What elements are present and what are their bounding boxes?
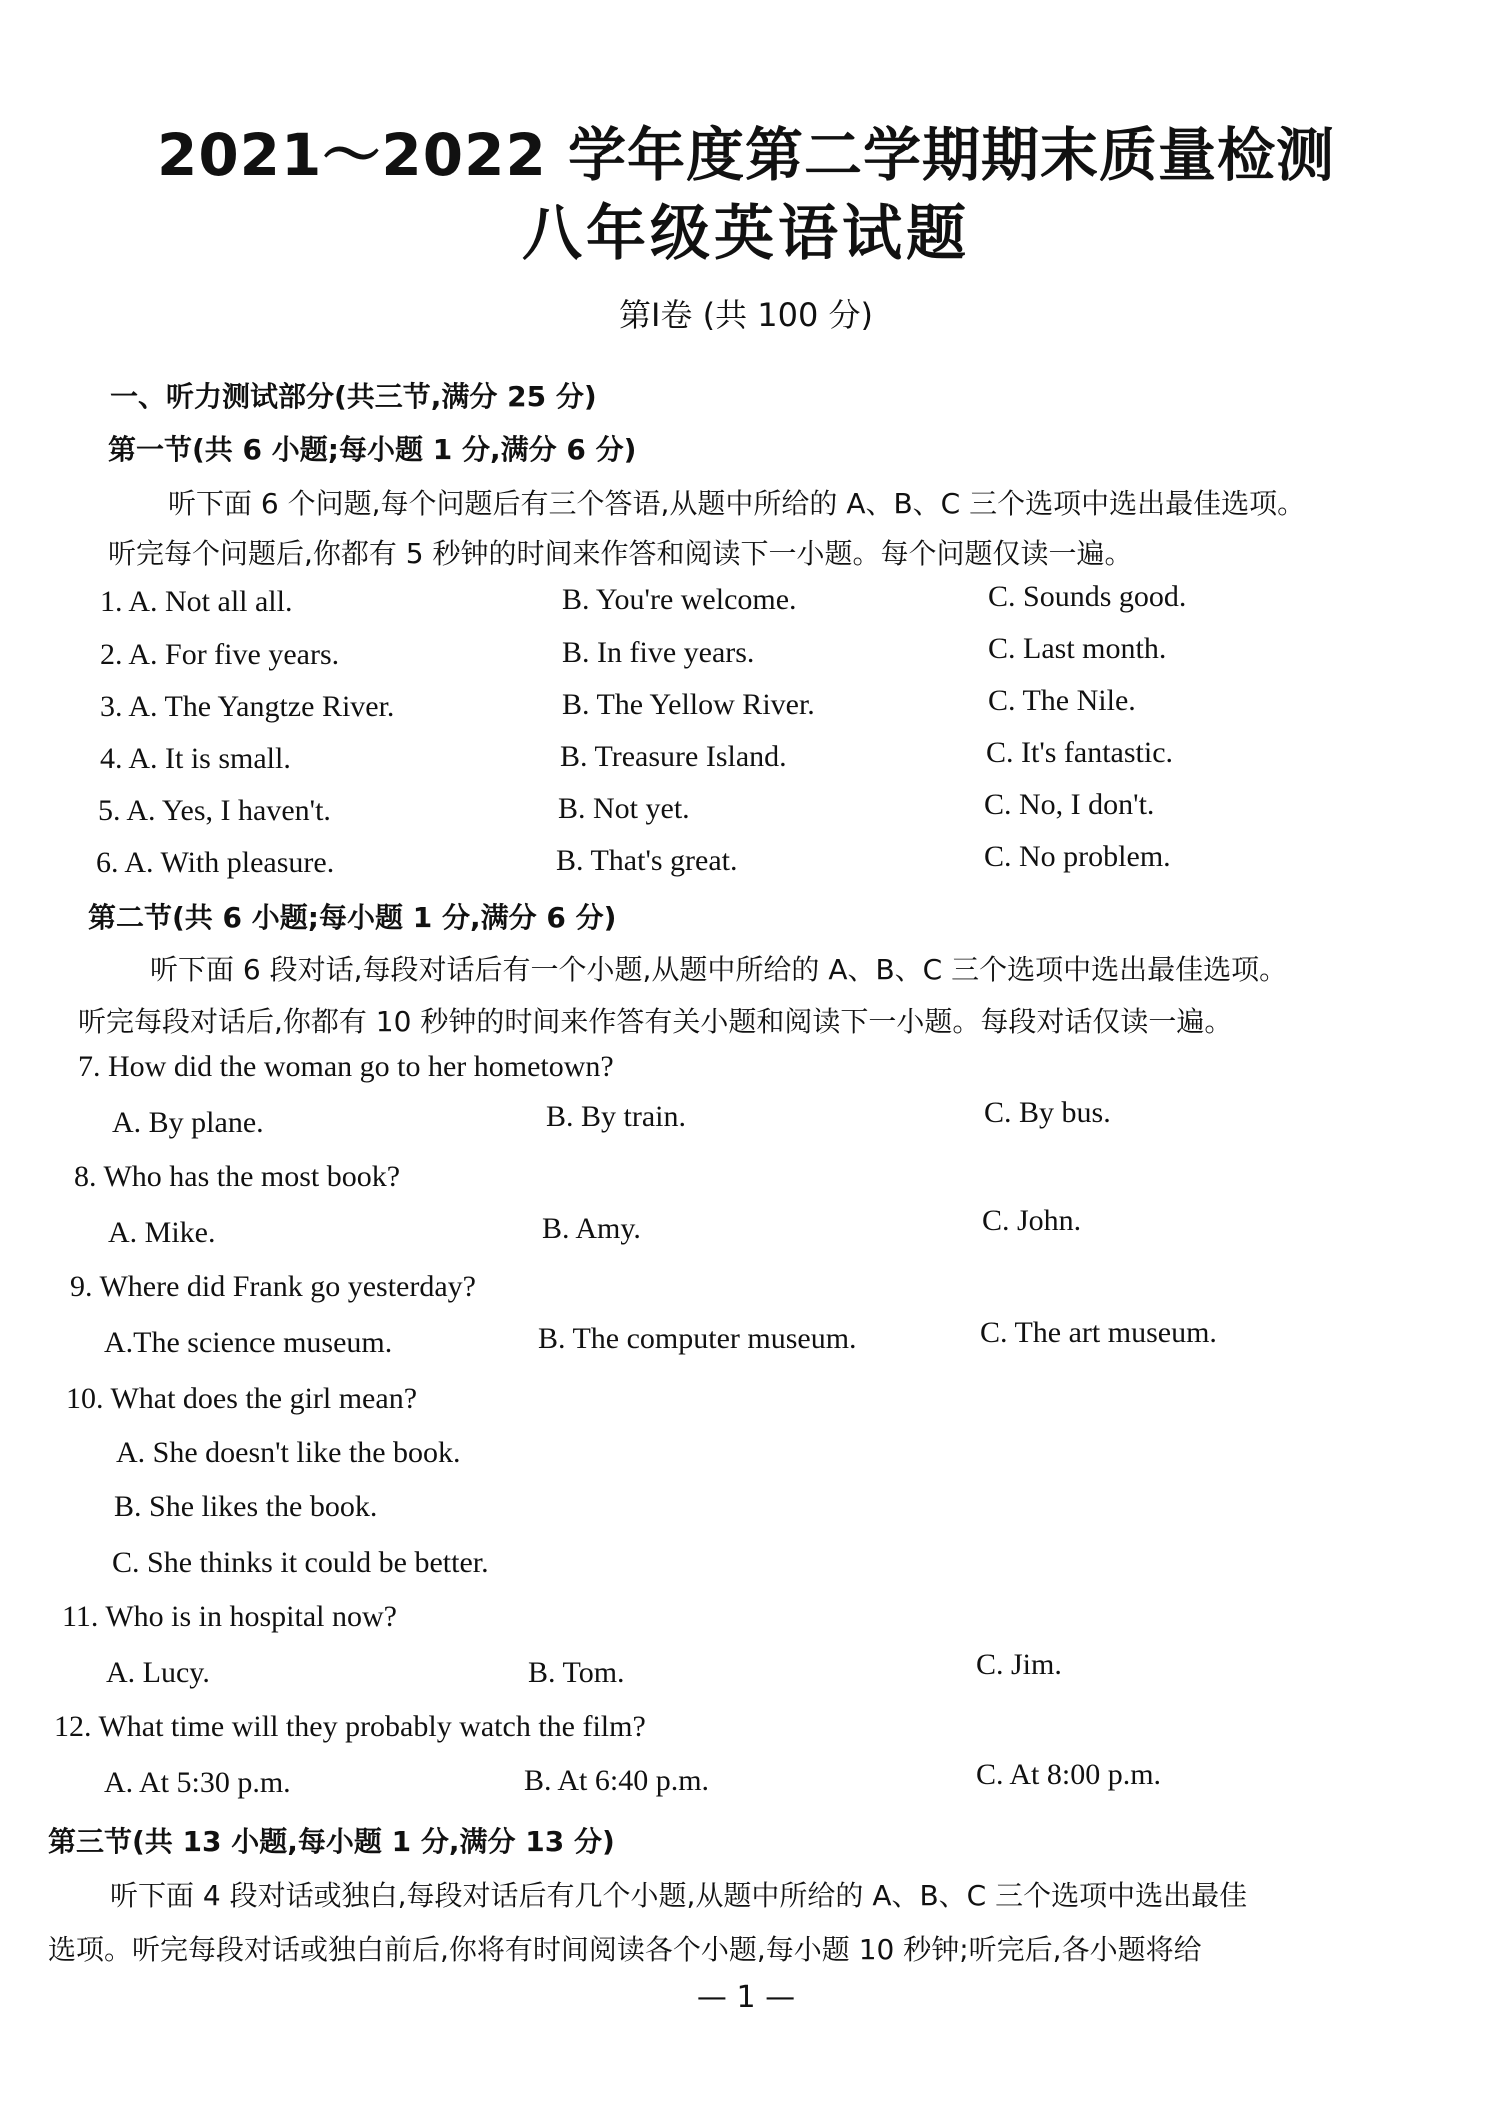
q11-option-a: A. Lucy.	[106, 1656, 210, 1689]
section2-instruction-1: 听下面 6 段对话,每段对话后有一个小题,从题中所给的 A、B、C 三个选项中选出最佳选项。	[150, 953, 1288, 986]
q9-question: 9. Where did Frank go yesterday?	[70, 1270, 476, 1303]
section1-instruction-2: 听完每个问题后,你都有 5 秒钟的时间来作答和阅读下一小题。每个问题仅读一遍。	[108, 537, 1133, 570]
section2-heading: 第二节(共 6 小题;每小题 1 分,满分 6 分)	[88, 901, 617, 934]
section2-instruction-2: 听完每段对话后,你都有 10 秒钟的时间来作答有关小题和阅读下一小题。每段对话仅读一遍。	[78, 1005, 1233, 1038]
section3-heading: 第三节(共 13 小题,每小题 1 分,满分 13 分)	[48, 1825, 615, 1858]
q9-option-c: C. The art museum.	[980, 1316, 1217, 1349]
section1-heading: 第一节(共 6 小题;每小题 1 分,满分 6 分)	[108, 433, 637, 466]
q12-option-b: B. At 6:40 p.m.	[524, 1764, 710, 1797]
q7-option-b: B. By train.	[546, 1100, 686, 1133]
q4-option-a: 4. A. It is small.	[100, 742, 291, 775]
q10-option-a: A. She doesn't like the book.	[116, 1436, 461, 1469]
q4-option-c: C. It's fantastic.	[986, 736, 1174, 769]
q10-option-b: B. She likes the book.	[114, 1490, 378, 1523]
q3-option-b: B. The Yellow River.	[562, 688, 815, 721]
q7-option-c: C. By bus.	[984, 1096, 1111, 1129]
q11-option-c: C. Jim.	[976, 1648, 1062, 1681]
q1-option-a: 1. A. Not all all.	[100, 585, 293, 618]
q11-question: 11. Who is in hospital now?	[62, 1600, 397, 1633]
exam-subtitle: 八年级英语试题	[522, 199, 970, 269]
q6-option-a: 6. A. With pleasure.	[96, 846, 335, 879]
q5-option-c: C. No, I don't.	[984, 788, 1155, 821]
q2-option-a: 2. A. For five years.	[100, 638, 340, 671]
q12-option-a: A. At 5:30 p.m.	[104, 1766, 291, 1799]
q5-option-b: B. Not yet.	[558, 792, 690, 825]
q8-option-a: A. Mike.	[108, 1216, 216, 1249]
part1-heading: 一、听力测试部分(共三节,满分 25 分)	[110, 380, 597, 413]
q12-question: 12. What time will they probably watch the film?	[54, 1710, 646, 1743]
q3-option-a: 3. A. The Yangtze River.	[100, 690, 395, 723]
q1-option-b: B. You're welcome.	[562, 583, 797, 616]
q8-option-b: B. Amy.	[542, 1212, 641, 1245]
q10-question: 10. What does the girl mean?	[66, 1382, 418, 1415]
q12-option-c: C. At 8:00 p.m.	[976, 1758, 1162, 1791]
exam-title: 2021～2022 学年度第二学期期末质量检测	[156, 121, 1336, 189]
q6-option-b: B. That's great.	[556, 844, 738, 877]
section3-instruction-1: 听下面 4 段对话或独白,每段对话后有几个小题,从题中所给的 A、B、C 三个选项中选出最佳	[110, 1879, 1248, 1912]
section1-instruction-1: 听下面 6 个问题,每个问题后有三个答语,从题中所给的 A、B、C 三个选项中选出最佳选项。	[168, 487, 1306, 520]
q9-option-b: B. The computer museum.	[538, 1322, 857, 1355]
q3-option-c: C. The Nile.	[988, 684, 1136, 717]
volume-label: 第Ⅰ卷 (共 100 分)	[618, 296, 873, 334]
q8-option-c: C. John.	[982, 1204, 1082, 1237]
section3-instruction-2: 选项。听完每段对话或独白前后,你将有时间阅读各个小题,每小题 10 秒钟;听完后,各小题将给	[48, 1933, 1202, 1966]
q2-option-c: C. Last month.	[988, 632, 1167, 665]
q11-option-b: B. Tom.	[528, 1656, 625, 1689]
q9-option-a: A.The science museum.	[104, 1326, 393, 1359]
q7-option-a: A. By plane.	[112, 1106, 264, 1139]
q10-option-c: C. She thinks it could be better.	[112, 1546, 489, 1579]
q6-option-c: C. No problem.	[984, 840, 1171, 873]
q4-option-b: B. Treasure Island.	[560, 740, 787, 773]
q5-option-a: 5. A. Yes, I haven't.	[98, 794, 331, 827]
q8-question: 8. Who has the most book?	[74, 1160, 401, 1193]
q7-question: 7. How did the woman go to her hometown?	[78, 1050, 614, 1083]
q2-option-b: B. In five years.	[562, 636, 755, 669]
page-number: — 1 —	[696, 1980, 796, 2015]
q1-option-c: C. Sounds good.	[988, 580, 1187, 613]
